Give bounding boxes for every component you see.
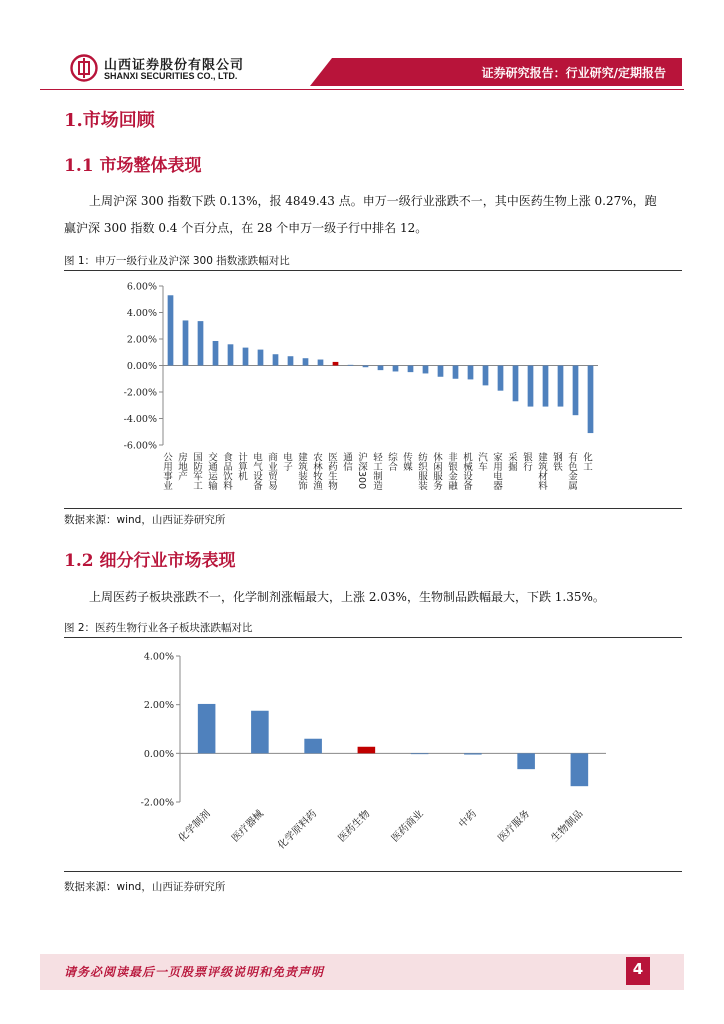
section-title-market-review: 1.市场回顾 [64, 110, 155, 131]
subsection-title-segments: 1.2 细分行业市场表现 [64, 551, 236, 571]
bar-16 [393, 366, 399, 372]
y-tick-label: 4.00% [143, 651, 174, 663]
x-tick-label: 通信 [341, 452, 352, 471]
y-tick-label: -2.00% [140, 797, 174, 809]
figure-1-caption: 图 1：申万一级行业及沪深 300 指数涨跌幅对比 [64, 255, 290, 267]
bar-18 [423, 366, 429, 374]
bar-27 [558, 366, 564, 407]
x-tick-label: 有色金属 [566, 452, 577, 490]
bar-12 [333, 362, 339, 366]
bar-25 [528, 366, 534, 407]
x-tick-label: 综合 [386, 452, 397, 471]
bar-8 [273, 354, 279, 365]
x-tick-label: 计算机 [236, 452, 247, 481]
bar-5 [228, 344, 234, 365]
bar-11 [318, 360, 324, 366]
x-tick-label: 纺织服装 [416, 452, 427, 490]
x-tick-label: 电子 [281, 452, 292, 471]
company-name-en: SHANXI SECURITIES CO., LTD. [104, 71, 238, 81]
bar-8 [571, 753, 589, 786]
paragraph-overall-performance: 上周沪深 300 指数下跌 0.13%，报 4849.43 点。申万一级行业涨跌不一，其中医药生物上涨 0.27%，跑赢沪深 300 指数 0.4 个百分点，在 28 个申万一级子行中排名 12。 [64, 194, 657, 235]
figure-2-top-rule [64, 637, 682, 638]
bar-21 [468, 366, 474, 380]
bar-6 [464, 753, 482, 754]
x-tick-label: 医疗服务 [496, 808, 533, 845]
bar-28 [573, 366, 579, 416]
x-tick-label: 农林牧渔 [311, 452, 322, 490]
x-tick-label: 休闲服务 [431, 452, 442, 490]
x-tick-label: 生物制品 [549, 808, 586, 845]
report-type: 证券研究报告：行业研究/定期报告 [481, 66, 666, 80]
bar-3 [198, 321, 204, 365]
bar-15 [378, 366, 384, 371]
y-tick-label: -6.00% [123, 440, 157, 452]
bar-2 [251, 711, 269, 754]
x-tick-label: 采掘 [506, 452, 517, 471]
bar-5 [411, 753, 429, 754]
paragraph-segment-performance: 上周医药子板块涨跌不一，化学制剂涨幅最大，上涨 2.03%，生物制品跌幅最大，下跌 1.35%。 [89, 590, 605, 604]
bar-26 [543, 366, 549, 407]
x-tick-label: 沪深300 [356, 452, 367, 490]
figure-2-caption: 图 2：医药生物行业各子板块涨跌幅对比 [64, 622, 253, 634]
bar-20 [453, 366, 459, 379]
bar-7 [517, 753, 535, 769]
bar-29 [588, 366, 594, 434]
y-tick-label: -2.00% [123, 387, 157, 399]
bar-14 [363, 366, 369, 368]
x-tick-label: 传媒 [401, 452, 412, 471]
x-tick-label: 机械设备 [461, 452, 472, 490]
page-number: 4 [632, 960, 644, 978]
x-tick-label: 电气设备 [251, 452, 262, 490]
subsection-title-overall: 1.1 市场整体表现 [64, 156, 202, 176]
x-tick-label: 汽车 [476, 452, 487, 471]
x-tick-label: 化工 [581, 452, 592, 471]
bar-22 [483, 366, 489, 386]
x-tick-label: 家用电器 [491, 452, 502, 490]
x-tick-label: 医药生物 [336, 808, 373, 845]
x-tick-label: 银行 [521, 452, 532, 471]
y-tick-label: 2.00% [126, 334, 157, 346]
x-tick-label: 建筑装饰 [296, 452, 307, 490]
x-tick-label: 化学原料药 [276, 808, 320, 852]
bar-2 [183, 320, 189, 365]
x-tick-label: 非银金融 [446, 452, 457, 490]
x-tick-label: 中药 [457, 808, 479, 831]
x-tick-label: 商业贸易 [266, 452, 277, 490]
x-tick-label: 轻工制造 [371, 452, 382, 490]
bar-9 [288, 356, 294, 365]
x-tick-label: 食品饮料 [221, 452, 232, 490]
x-tick-label: 化学制剂 [176, 808, 213, 845]
bar-7 [258, 350, 264, 366]
figure-1-source: 数据来源：wind，山西证券研究所 [64, 514, 226, 526]
x-tick-label: 医疗器械 [229, 808, 266, 845]
x-tick-label: 国防军工 [191, 452, 202, 490]
bar-1 [198, 704, 216, 753]
bar-6 [243, 348, 249, 366]
figure-2-source: 数据来源：wind，山西证券研究所 [64, 881, 226, 893]
bar-23 [498, 366, 504, 391]
y-tick-label: 2.00% [143, 700, 174, 712]
bar-13 [348, 365, 354, 366]
figure-2-bottom-rule [64, 871, 682, 872]
y-tick-label: 0.00% [143, 748, 174, 760]
bar-4 [213, 341, 219, 366]
bar-4 [358, 747, 376, 754]
y-tick-label: -4.00% [123, 414, 157, 425]
bar-19 [438, 366, 444, 377]
x-tick-label: 交通运输 [206, 452, 217, 490]
x-tick-label: 房地产 [176, 452, 187, 481]
bar-1 [168, 295, 174, 365]
company-name-cn: 山西证券股份有限公司 [104, 58, 245, 73]
y-tick-label: 4.00% [126, 308, 157, 319]
y-tick-label: 0.00% [126, 361, 157, 372]
bar-10 [303, 358, 309, 365]
footer-disclaimer: 请务必阅读最后一页股票评级说明和免责声明 [64, 965, 325, 979]
bar-24 [513, 366, 519, 402]
bar-3 [304, 739, 322, 754]
x-tick-label: 建筑材料 [536, 452, 547, 490]
x-tick-label: 公用事业 [161, 452, 172, 490]
bar-17 [408, 366, 414, 373]
figure-1-bottom-rule [64, 508, 682, 509]
x-tick-label: 医药商业 [389, 808, 426, 845]
y-tick-label: 6.00% [126, 281, 157, 293]
x-tick-label: 医药生物 [326, 452, 337, 490]
x-tick-label: 钢铁 [551, 452, 562, 471]
